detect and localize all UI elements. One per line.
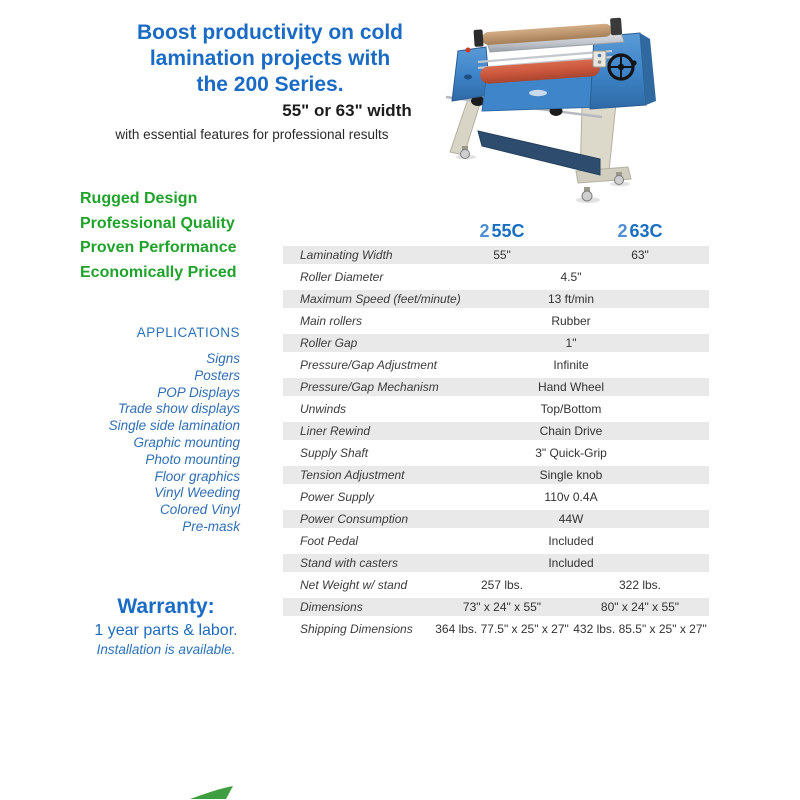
spec-label: Unwinds — [300, 402, 347, 416]
spec-row — [283, 376, 709, 398]
spec-label: Liner Rewind — [300, 424, 371, 438]
spec-values — [433, 336, 709, 350]
spec-value-both-models: Hand Wheel — [537, 380, 605, 394]
title-line: lamination projects with — [149, 47, 391, 70]
spec-value-both-models: 110v 0.4A — [544, 490, 598, 504]
spec-label: Roller Gap — [300, 336, 358, 350]
spec-value-255c: 364 lbs. 77.5" x 25" x 27" — [435, 622, 569, 636]
application-item: Vinyl Weeding — [154, 485, 240, 501]
spec-values — [433, 556, 709, 570]
spec-values — [433, 380, 709, 394]
spec-label: Laminating Width — [300, 248, 393, 262]
applications-list — [40, 351, 240, 536]
applications-heading: APPLICATIONS — [136, 325, 240, 340]
warranty-heading: Warranty: — [117, 595, 215, 618]
spec-value-both-models: 4.5" — [560, 270, 582, 284]
spec-table-header — [283, 218, 709, 244]
spec-value-both-models: Top/Bottom — [540, 402, 602, 416]
width-subtitle: 55" or 63" width — [282, 101, 412, 120]
spec-label: Power Supply — [300, 490, 375, 504]
spec-values — [433, 534, 709, 548]
warranty-terms: 1 year parts & labor. — [94, 622, 238, 639]
spec-row — [283, 508, 709, 530]
spec-row — [283, 574, 709, 596]
spec-value-both-models: 3" Quick-Grip — [535, 446, 607, 460]
spec-table-body — [283, 244, 709, 640]
spec-label: Tension Adjustment — [300, 468, 405, 482]
warranty-note: Installation is available. — [96, 642, 236, 657]
spec-value-both-models: Included — [548, 556, 594, 570]
application-item: Photo mounting — [145, 451, 240, 467]
spec-values — [433, 468, 709, 482]
spec-row — [283, 310, 709, 332]
spec-values — [433, 402, 709, 416]
feature-item: Rugged Design — [80, 190, 198, 207]
spec-row — [283, 398, 709, 420]
feature-item: Proven Performance — [80, 239, 237, 257]
spec-values — [433, 578, 709, 592]
panel-button — [598, 60, 602, 64]
page-title — [90, 20, 450, 98]
spec-values — [433, 600, 709, 614]
spec-row — [283, 332, 709, 354]
title-line: Boost productivity on cold — [137, 21, 403, 44]
spec-row — [283, 288, 709, 310]
spec-label: Dimensions — [300, 600, 363, 614]
spec-row — [283, 442, 709, 464]
spec-row — [283, 618, 709, 640]
spec-value-263c: 63" — [631, 248, 649, 262]
spec-value-263c: 322 lbs. — [618, 578, 662, 592]
spec-value-both-models: Rubber — [551, 314, 591, 328]
application-item: POP Displays — [157, 384, 240, 400]
spec-values — [433, 248, 709, 262]
spec-values — [433, 424, 709, 438]
tagline: with essential features for professional results — [115, 127, 389, 142]
spec-row — [283, 244, 709, 266]
model-column-header: 263C — [617, 220, 663, 241]
spec-label: Shipping Dimensions — [300, 622, 413, 636]
spec-value-both-models: Chain Drive — [539, 424, 603, 438]
caster-wheel — [582, 187, 592, 201]
spec-label: Pressure/Gap Adjustment — [300, 358, 437, 372]
emergency-button — [466, 48, 471, 53]
application-item: Signs — [206, 351, 240, 366]
spec-value-255c: 73" x 24" x 55" — [462, 600, 542, 614]
spec-values — [433, 512, 709, 526]
feature-list — [80, 187, 237, 286]
spec-value-263c: 80" x 24" x 55" — [600, 600, 680, 614]
spec-value-both-models: Included — [548, 534, 594, 548]
spec-values — [433, 270, 709, 284]
spec-value-255c: 257 lbs. — [480, 578, 524, 592]
spec-values — [433, 314, 709, 328]
panel-button — [598, 54, 602, 58]
spec-label: Pressure/Gap Mechanism — [300, 380, 439, 394]
spec-row — [283, 354, 709, 376]
control-panel — [593, 51, 606, 67]
spec-value-both-models: 13 ft/min — [547, 292, 595, 306]
spec-label: Foot Pedal — [300, 534, 359, 548]
spec-row — [283, 486, 709, 508]
spec-label: Supply Shaft — [300, 446, 369, 460]
spec-values — [433, 622, 709, 636]
applications-section — [40, 325, 240, 536]
spec-row — [283, 420, 709, 442]
spec-value-263c: 432 lbs. 85.5" x 25" x 27" — [573, 622, 707, 636]
vent — [464, 75, 472, 80]
spec-label: Main rollers — [300, 314, 363, 328]
spec-values — [433, 292, 709, 306]
feature-item: Economically Priced — [80, 264, 237, 282]
spec-values — [433, 490, 709, 504]
spec-label: Power Consumption — [300, 512, 409, 526]
spec-label: Roller Diameter — [300, 270, 384, 284]
front-handle — [529, 90, 547, 96]
brand-logo-swoosh — [190, 786, 234, 800]
application-item: Trade show displays — [117, 401, 240, 417]
laminator-product-image — [430, 5, 720, 205]
spec-label: Maximum Speed (feet/minute) — [300, 292, 461, 306]
application-item: Floor graphics — [154, 468, 240, 484]
application-item: Colored Vinyl — [159, 502, 240, 518]
spec-row — [283, 464, 709, 486]
spec-row — [283, 552, 709, 574]
warranty-section — [61, 595, 271, 657]
title-line: the 200 Series. — [196, 73, 344, 96]
application-item: Graphic mounting — [133, 434, 240, 450]
spec-row — [283, 530, 709, 552]
model-column-header: 255C — [479, 220, 525, 241]
spec-values — [433, 358, 709, 372]
application-item: Single side lamination — [108, 418, 240, 434]
spec-value-both-models: 44W — [558, 512, 584, 526]
spec-value-both-models: Infinite — [553, 358, 589, 372]
spec-label: Stand with casters — [300, 556, 399, 570]
application-item: Posters — [194, 367, 240, 383]
spec-label: Net Weight w/ stand — [300, 578, 408, 592]
spec-table — [283, 218, 709, 640]
spec-values — [433, 446, 709, 460]
feature-item: Professional Quality — [80, 214, 235, 232]
spec-value-255c: 55" — [493, 248, 511, 262]
spec-value-both-models: Single knob — [539, 468, 603, 482]
spec-value-both-models: 1" — [565, 336, 577, 350]
application-item: Pre-mask — [182, 518, 240, 534]
spec-row — [283, 266, 709, 288]
spec-row — [283, 596, 709, 618]
